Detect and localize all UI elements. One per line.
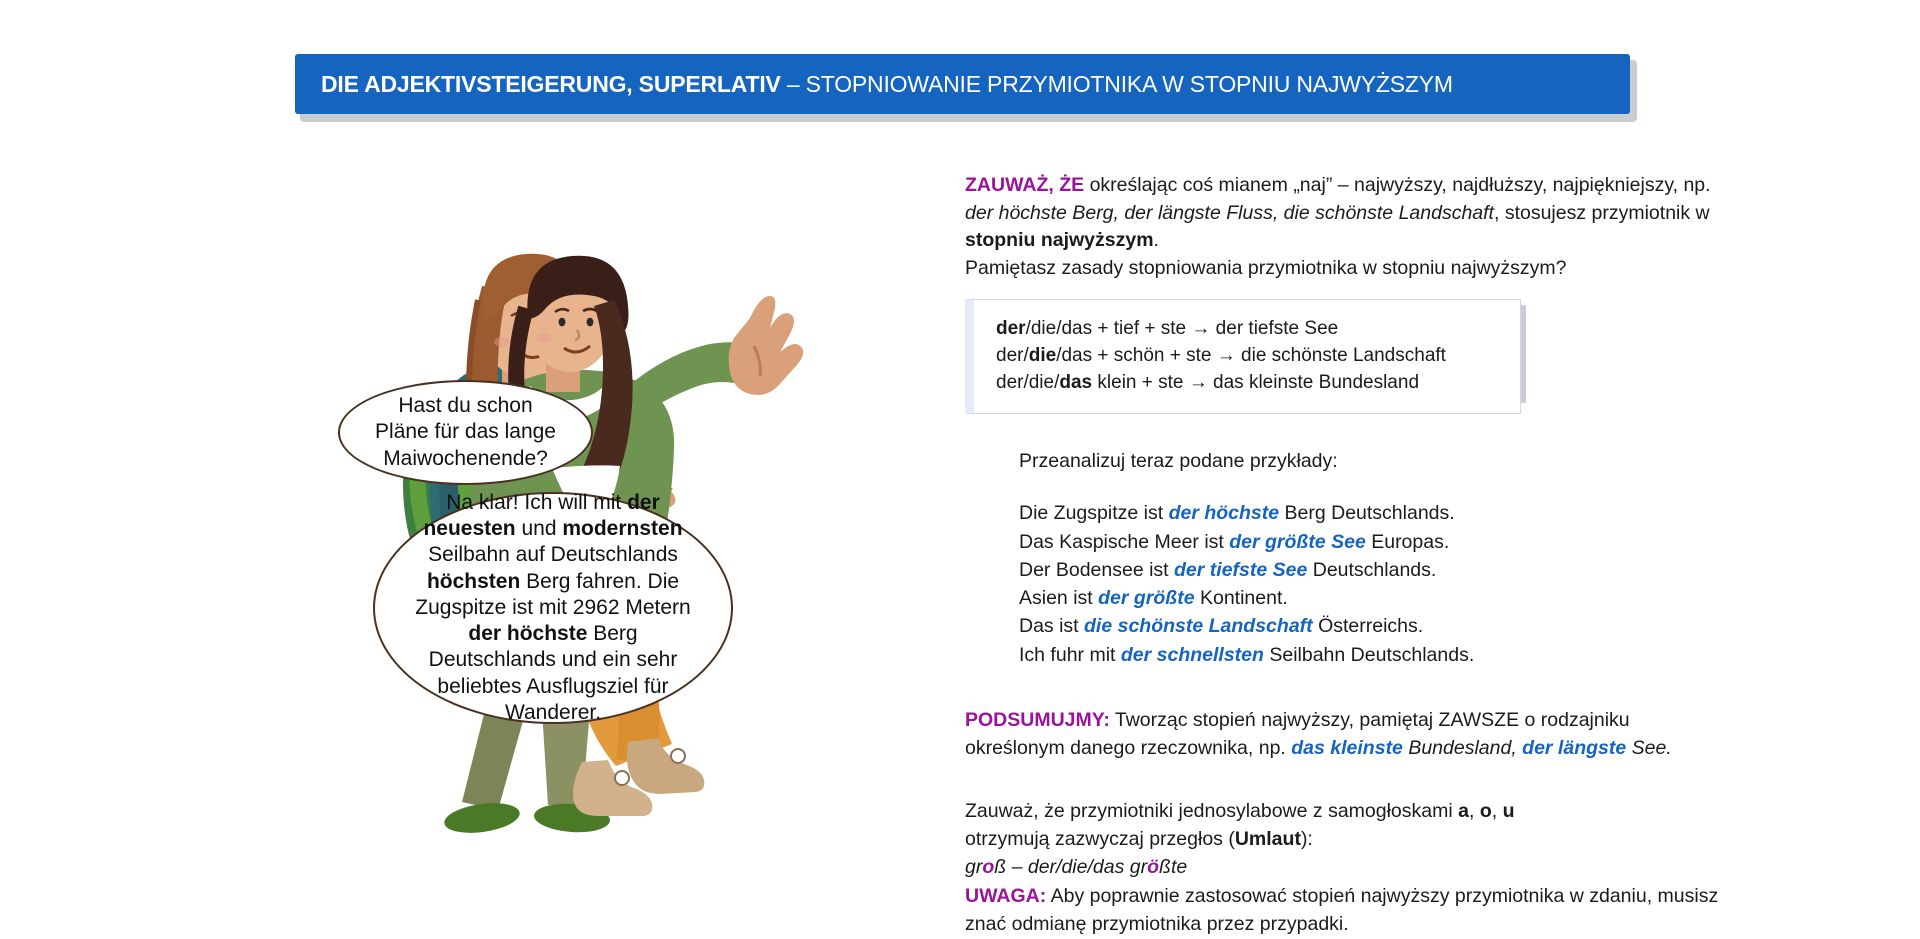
bubble-right-seg5: Berg Deutschlands und ein sehr beliebtes Ausflugsziel für Wanderer. bbox=[428, 622, 678, 724]
umlaut-line1-pre: Zauważ, że przymiotniki jednosylabowe z samogłoskami bbox=[965, 800, 1459, 823]
example-0-blue: der höchste bbox=[1168, 502, 1280, 525]
summary-text1: Tworząc stopień najwyższy, pamiętaj ZAWSZE o rodzajniku określonym danego rzeczownika, np. bbox=[965, 708, 1630, 759]
umlaut-vowel-o: o bbox=[1479, 800, 1492, 823]
umlaut-example bbox=[965, 854, 1725, 882]
summary-mid: Bundesland, bbox=[1402, 736, 1523, 759]
example-4-blue: die schönste Landschaft bbox=[1084, 615, 1313, 638]
bubble-right-bold4: der höchste bbox=[468, 622, 588, 646]
example-4-pre: Das ist bbox=[1019, 615, 1085, 638]
example-5-post: Seilbahn Deutschlands. bbox=[1263, 643, 1475, 666]
umlaut-example-pre: gr bbox=[965, 855, 983, 878]
lesson-content bbox=[965, 172, 1725, 939]
umlaut-word: Umlaut bbox=[1234, 828, 1301, 850]
banner-title-rest: – STOPNIOWANIE PRZYMIOTNIKA W STOPNIU NAJWYŻSZYM bbox=[780, 70, 1453, 97]
example-2-pre: Der Bodensee ist bbox=[1019, 558, 1175, 581]
umlaut-vowel-u: u bbox=[1502, 800, 1515, 823]
umlaut-line1 bbox=[965, 798, 1725, 826]
bubble-right-bold1: der neuesten bbox=[423, 490, 660, 541]
speech-bubble-right bbox=[373, 492, 733, 724]
example-4-post: Österreichs. bbox=[1312, 615, 1424, 638]
bubble-right-seg3: Seilbahn auf Deutschlands bbox=[428, 543, 678, 567]
banner-title-bold: DIE ADJEKTIVSTEIGERUNG, SUPERLATIV bbox=[321, 70, 781, 97]
umlaut-example-mid: ß – der/die/das gr bbox=[994, 855, 1148, 878]
intro-italic1: der höchste Berg, der längste Fluss, die schönste Landschaft bbox=[965, 201, 1494, 224]
bubble-right-seg2: und bbox=[515, 517, 563, 541]
intro-text2: , stosujesz przymiotnik w bbox=[1493, 201, 1710, 224]
rule-row-2-bold: das bbox=[1059, 371, 1093, 393]
umlaut-section bbox=[965, 798, 1725, 881]
example-0-post: Berg Deutschlands. bbox=[1279, 502, 1455, 525]
rule-row bbox=[996, 316, 1502, 343]
example-5-pre: Ich fuhr mit bbox=[1019, 643, 1121, 666]
example-item bbox=[1019, 528, 1725, 556]
example-1-post: Europas. bbox=[1365, 530, 1450, 553]
rule-row-1-pre: der/ bbox=[996, 344, 1029, 366]
banner-text bbox=[321, 71, 1453, 98]
rule-box bbox=[965, 299, 1521, 414]
bubble-left-line3: Maiwochenende? bbox=[383, 446, 548, 470]
example-5-blue: der schnellsten bbox=[1120, 643, 1264, 666]
example-item bbox=[1019, 641, 1725, 669]
intro-bold1: stopniu najwyższym bbox=[965, 229, 1154, 252]
example-item bbox=[1019, 584, 1725, 612]
intro-text1: określając coś mianem „naj” – najwyższy, najdłuższy, najpiękniejszy, np. bbox=[1084, 174, 1711, 196]
example-0-pre: Die Zugspitze ist bbox=[1019, 502, 1169, 525]
example-2-blue: der tiefste See bbox=[1174, 558, 1308, 581]
intro-paragraph bbox=[965, 172, 1725, 283]
rule-row bbox=[996, 343, 1502, 370]
uwaga-text: Aby poprawnie zastosować stopień najwyższy przymiotnika w zdaniu, musisz znać odmianę przymiotnika przez przypadki. bbox=[965, 885, 1719, 936]
rule-row-0-rest: /die/das + tief + ste → der tiefste See bbox=[1025, 317, 1339, 339]
example-3-pre: Asien ist bbox=[1019, 587, 1099, 610]
example-1-blue: der größte See bbox=[1229, 530, 1366, 553]
intro-line2: Pamiętasz zasady stopniowania przymiotnika w stopniu najwyższym? bbox=[965, 257, 1567, 280]
title-banner bbox=[295, 54, 1630, 114]
speech-bubble-left bbox=[338, 380, 593, 485]
example-2-post: Deutschlands. bbox=[1307, 558, 1437, 581]
analyze-label: Przeanalizuj teraz podane przykłady: bbox=[1019, 449, 1338, 472]
intro-text3: . bbox=[1153, 229, 1159, 252]
bubble-right-bold2: modernsten bbox=[562, 517, 683, 541]
rule-row-0-bold: der bbox=[996, 317, 1026, 339]
example-item bbox=[1019, 499, 1725, 527]
umlaut-line2-post: ): bbox=[1300, 828, 1313, 850]
bubble-left-line1: Hast du schon bbox=[398, 394, 533, 418]
summary-blue2: der längste bbox=[1522, 736, 1627, 759]
umlaut-vowel-a: a bbox=[1458, 800, 1469, 823]
umlaut-sep2: , bbox=[1491, 800, 1503, 823]
example-item bbox=[1019, 612, 1725, 640]
bubble-right-bold3: höchsten bbox=[426, 569, 521, 593]
umlaut-example-o2: ö bbox=[1147, 855, 1160, 878]
uwaga-label: UWAGA: bbox=[965, 885, 1047, 908]
rule-row bbox=[996, 370, 1502, 397]
umlaut-sep1: , bbox=[1468, 800, 1480, 823]
umlaut-example-post: ßte bbox=[1159, 855, 1188, 878]
rule-row-2-pre: der/die/ bbox=[996, 371, 1060, 393]
rule-row-1-rest: /das + schön + ste → die schönste Landschaft bbox=[1056, 344, 1446, 366]
bubble-left-line2: Pläne für das lange bbox=[375, 420, 556, 444]
umlaut-line2 bbox=[965, 826, 1725, 854]
bubble-right-seg4: Berg fahren. Die Zugspitze ist mit 2962 Metern bbox=[415, 569, 691, 619]
example-1-pre: Das Kaspische Meer ist bbox=[1019, 530, 1230, 553]
example-3-post: Kontinent. bbox=[1194, 587, 1288, 610]
umlaut-example-o1: o bbox=[982, 855, 995, 878]
rule-row-1-bold: die bbox=[1028, 344, 1057, 366]
summary-label: PODSUMUJMY: bbox=[965, 708, 1110, 731]
summary-blue1: das kleinste bbox=[1291, 736, 1403, 759]
bubble-right-seg1: Na klar! Ich will mit bbox=[446, 490, 628, 514]
rule-box-wrapper bbox=[965, 299, 1525, 414]
uwaga-paragraph bbox=[965, 883, 1725, 938]
examples-list bbox=[1019, 499, 1725, 669]
intro-label: ZAUWAŻ, ŻE bbox=[965, 174, 1085, 196]
rule-row-2-rest: klein + ste → das kleinste Bundesland bbox=[1092, 371, 1420, 393]
example-item bbox=[1019, 556, 1725, 584]
summary-end: See. bbox=[1626, 736, 1672, 759]
example-3-blue: der größte bbox=[1098, 587, 1195, 610]
summary-paragraph bbox=[965, 707, 1725, 762]
umlaut-line2-pre: otrzymują zazwyczaj przegłos ( bbox=[965, 828, 1235, 850]
